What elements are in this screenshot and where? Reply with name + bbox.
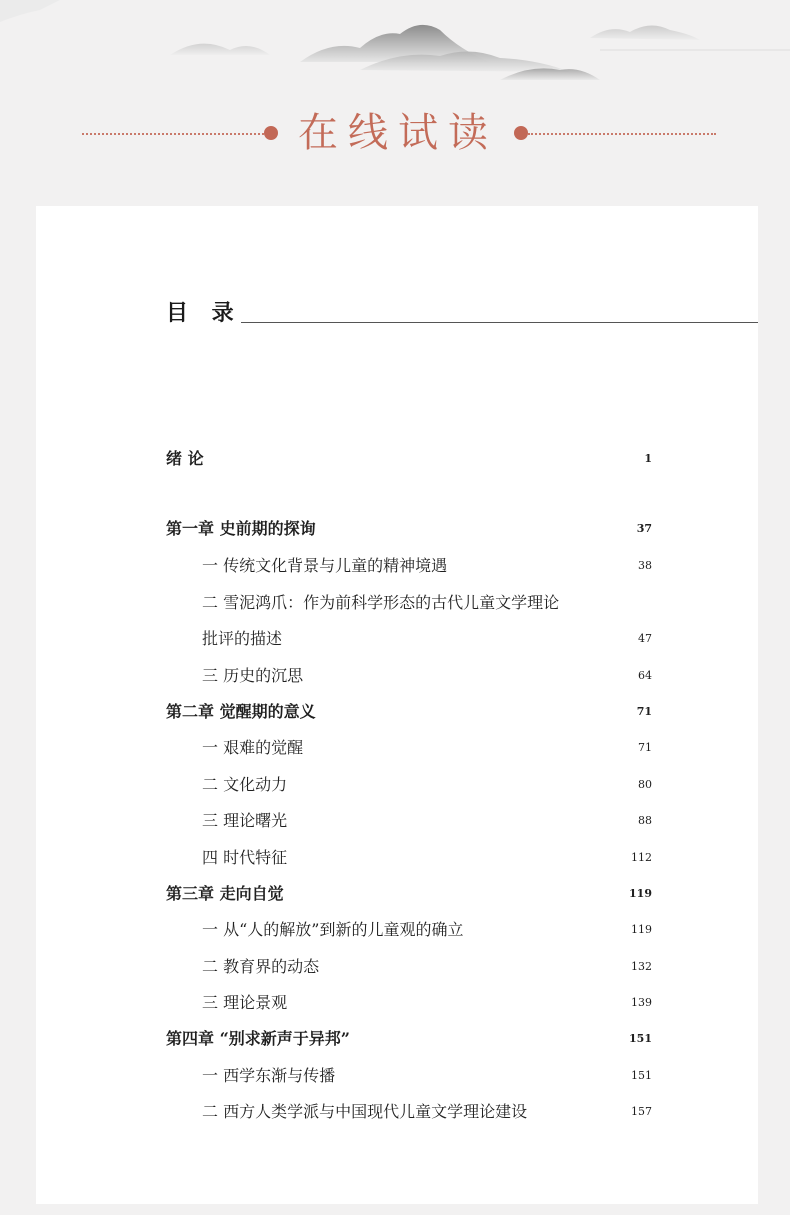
toc-entry-introduction — [166, 446, 652, 472]
toc-entry-title: 一 从“人的解放”到新的儿童观的确立 — [202, 920, 464, 939]
toc-entry-page: 37 — [636, 522, 652, 535]
dotted-divider-right — [528, 133, 716, 135]
toc-entry-title: 一 艰难的觉醒 — [202, 738, 304, 757]
toc-entry-section — [166, 1099, 652, 1125]
toc-entry-page: 1 — [644, 452, 652, 465]
toc-entry-title: 二 雪泥鸿爪：作为前科学形态的古代儿童文学理论 — [202, 593, 560, 612]
toc-entry-section — [166, 735, 652, 761]
toc-entry-section — [166, 590, 652, 616]
toc-entry-title: 第二章 觉醒期的意义 — [166, 702, 316, 721]
toc-entry-page: 119 — [629, 887, 652, 900]
toc-entry-page: 47 — [638, 632, 652, 645]
toc-entry-chapter-2 — [166, 699, 652, 725]
toc-entry-title: 三 历史的沉思 — [202, 666, 304, 685]
toc-entry-page: 71 — [636, 705, 652, 718]
toc-entry-title: 一 传统文化背景与儿童的精神境遇 — [202, 556, 448, 575]
toc-entry-page: 80 — [638, 778, 652, 791]
toc-entry-title: 二 教育界的动态 — [202, 957, 320, 976]
toc-entry-page: 151 — [629, 1032, 652, 1045]
toc-entry-section — [166, 772, 652, 798]
toc-entry-section — [166, 553, 652, 579]
toc-entry-title: 第四章 “别求新声于异邦” — [166, 1029, 350, 1048]
toc-entry-title: 二 西方人类学派与中国现代儿童文学理论建设 — [202, 1102, 528, 1121]
toc-entry-title: 第三章 走向自觉 — [166, 884, 284, 903]
toc-entry-section — [166, 663, 652, 689]
toc-entry-title: 三 理论景观 — [202, 993, 288, 1012]
toc-entry-chapter-3 — [166, 881, 652, 907]
toc-entry-page: 71 — [638, 741, 652, 754]
toc-entry-section — [166, 808, 652, 834]
toc-entry-page: 151 — [631, 1069, 652, 1082]
toc-entry-page: 119 — [631, 923, 652, 936]
dotted-divider-left — [82, 133, 268, 135]
toc-entry-page: 112 — [631, 851, 652, 864]
header-row — [0, 104, 790, 164]
toc-entry-section — [166, 917, 652, 943]
book-page — [36, 206, 758, 1204]
toc-entry-page: 157 — [631, 1105, 652, 1118]
toc-entry-page: 64 — [638, 669, 652, 682]
toc-entry-title: 批评的描述 — [202, 629, 283, 648]
bullet-dot-left — [264, 126, 278, 140]
toc-entry-page: 38 — [638, 559, 652, 572]
toc-entry-title: 二 文化动力 — [202, 775, 288, 794]
toc-entry-page: 88 — [638, 814, 652, 827]
toc-entry-section — [166, 990, 652, 1016]
toc-entry-section — [166, 845, 652, 871]
toc-heading-rule — [241, 322, 758, 323]
toc-entry-title: 第一章 史前期的探询 — [166, 519, 316, 538]
toc-entry-title: 绪 论 — [166, 449, 204, 468]
toc-heading: 目 录 — [166, 300, 242, 326]
toc-entry-page: 132 — [631, 960, 652, 973]
ink-mountains-illustration — [0, 0, 790, 100]
toc-entry-page: 139 — [631, 996, 652, 1009]
bullet-dot-right — [514, 126, 528, 140]
toc-entry-title: 三 理论曙光 — [202, 811, 288, 830]
toc-entry-chapter-1 — [166, 516, 652, 542]
toc-entry-section — [166, 954, 652, 980]
toc-entry-title: 四 时代特征 — [202, 848, 288, 867]
page-banner — [0, 0, 790, 200]
section-title: 在线试读 — [298, 110, 498, 156]
toc-entry-chapter-4 — [166, 1026, 652, 1052]
toc-entry-section-continuation — [166, 626, 652, 652]
toc-entry-title: 一 西学东渐与传播 — [202, 1066, 336, 1085]
toc-entry-section — [166, 1063, 652, 1089]
